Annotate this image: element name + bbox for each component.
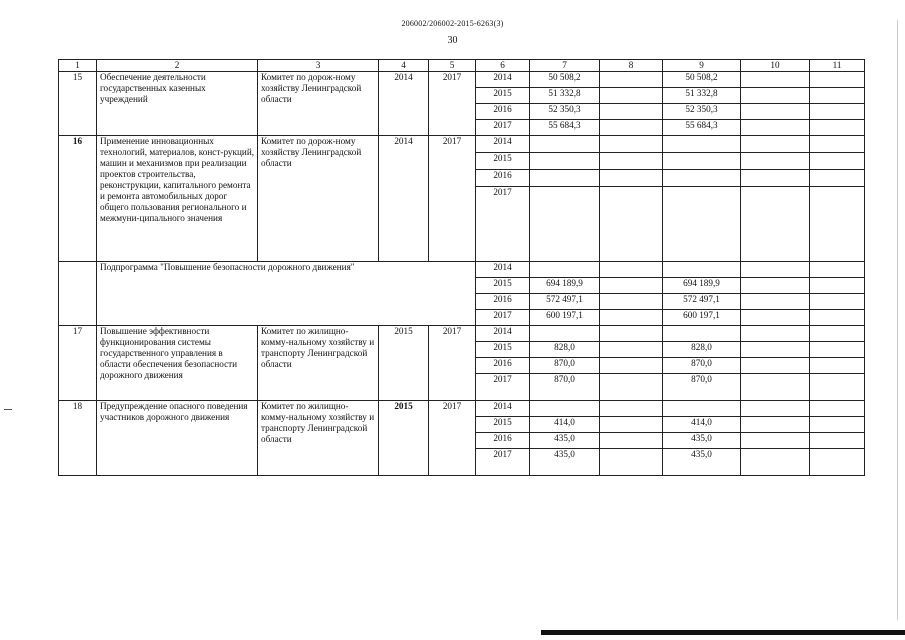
item-number: 18 (59, 401, 97, 476)
empty-cell (810, 262, 865, 278)
empty-cell (600, 278, 663, 294)
empty-cell (810, 374, 865, 401)
amount-total (530, 326, 600, 342)
amount-regional (663, 262, 741, 278)
amount-regional: 870,0 (663, 358, 741, 374)
year-cell: 2016 (476, 170, 530, 187)
amount-total: 694 189,9 (530, 278, 600, 294)
empty-cell (600, 310, 663, 326)
amount-regional: 828,0 (663, 342, 741, 358)
empty-cell (741, 374, 810, 401)
amount-total (530, 187, 600, 262)
empty-cell (600, 401, 663, 417)
subprogram-title: Подпрограмма "Повышение безопасности дорожного движения" (97, 262, 476, 326)
year-cell: 2014 (476, 136, 530, 153)
col-header: 4 (379, 60, 429, 72)
year-cell: 2016 (476, 433, 530, 449)
year-cell: 2016 (476, 294, 530, 310)
empty-cell (600, 358, 663, 374)
empty-cell (810, 153, 865, 170)
amount-total (530, 262, 600, 278)
amount-total (530, 153, 600, 170)
empty-cell (600, 72, 663, 88)
amount-total: 828,0 (530, 342, 600, 358)
year-cell: 2014 (476, 262, 530, 278)
year-cell: 2014 (476, 401, 530, 417)
empty-cell (741, 153, 810, 170)
amount-total (530, 136, 600, 153)
empty-cell (741, 262, 810, 278)
empty-cell (741, 433, 810, 449)
col-header: 11 (810, 60, 865, 72)
empty-cell (600, 170, 663, 187)
empty-cell (741, 310, 810, 326)
empty-cell (810, 170, 865, 187)
empty-cell (741, 120, 810, 136)
amount-regional (663, 326, 741, 342)
empty-cell (600, 136, 663, 153)
empty-cell (741, 187, 810, 262)
empty-cell (600, 294, 663, 310)
empty-cell (741, 294, 810, 310)
empty-cell (810, 433, 865, 449)
empty-cell (810, 342, 865, 358)
item-end-year: 2017 (429, 72, 476, 136)
table-row (59, 72, 865, 88)
empty-cell (810, 120, 865, 136)
item-end-year: 2017 (429, 401, 476, 476)
amount-total: 572 497,1 (530, 294, 600, 310)
year-cell: 2014 (476, 326, 530, 342)
item-executor: Комитет по дорож-ному хозяйству Ленинградской области (258, 136, 379, 262)
col-header: 8 (600, 60, 663, 72)
amount-regional: 572 497,1 (663, 294, 741, 310)
item-start-year: 2015 (379, 401, 429, 476)
amount-regional: 51 332,8 (663, 88, 741, 104)
year-cell: 2015 (476, 88, 530, 104)
amount-regional (663, 170, 741, 187)
amount-total (530, 170, 600, 187)
empty-cell (810, 358, 865, 374)
amount-total: 600 197,1 (530, 310, 600, 326)
table-row (59, 326, 865, 342)
empty-cell (741, 449, 810, 476)
amount-total (530, 401, 600, 417)
item-name: Предупреждение опасного поведения участников дорожного движения (97, 401, 258, 476)
year-cell: 2016 (476, 104, 530, 120)
amount-regional: 414,0 (663, 417, 741, 433)
col-header: 1 (59, 60, 97, 72)
year-cell: 2015 (476, 342, 530, 358)
margin-mark (4, 409, 12, 410)
amount-regional: 694 189,9 (663, 278, 741, 294)
scan-bottom-bar (541, 630, 905, 635)
year-cell: 2015 (476, 278, 530, 294)
year-cell: 2015 (476, 417, 530, 433)
empty-cell (600, 120, 663, 136)
col-header: 6 (476, 60, 530, 72)
empty-cell (810, 136, 865, 153)
empty-cell (741, 72, 810, 88)
empty-cell (600, 153, 663, 170)
document-code: 206002/206002-2015-6263(3) (401, 19, 504, 28)
amount-regional (663, 136, 741, 153)
year-cell: 2017 (476, 310, 530, 326)
col-header: 10 (741, 60, 810, 72)
year-cell: 2015 (476, 153, 530, 170)
item-end-year: 2017 (429, 136, 476, 262)
empty-cell (741, 326, 810, 342)
item-name: Повышение эффективности функционирования системы государственного управления в области обеспечения безопасности дорожного движения (97, 326, 258, 401)
empty-cell (741, 358, 810, 374)
empty-cell (810, 310, 865, 326)
empty-cell (600, 187, 663, 262)
amount-total: 51 332,8 (530, 88, 600, 104)
empty-cell (810, 88, 865, 104)
amount-total: 870,0 (530, 358, 600, 374)
amount-total: 870,0 (530, 374, 600, 401)
empty-cell (59, 262, 97, 326)
column-number-row (59, 60, 865, 72)
col-header: 5 (429, 60, 476, 72)
page-number: 30 (447, 35, 458, 46)
amount-regional: 435,0 (663, 433, 741, 449)
year-cell: 2017 (476, 449, 530, 476)
empty-cell (600, 104, 663, 120)
empty-cell (810, 104, 865, 120)
empty-cell (741, 417, 810, 433)
year-cell: 2017 (476, 187, 530, 262)
empty-cell (810, 417, 865, 433)
amount-regional: 870,0 (663, 374, 741, 401)
table-row (59, 401, 865, 417)
amount-regional: 52 350,3 (663, 104, 741, 120)
empty-cell (600, 449, 663, 476)
item-name: Обеспечение деятельности государственных казенных учреждений (97, 72, 258, 136)
item-number: 15 (59, 72, 97, 136)
empty-cell (600, 342, 663, 358)
empty-cell (600, 374, 663, 401)
amount-regional: 50 508,2 (663, 72, 741, 88)
empty-cell (810, 449, 865, 476)
year-cell: 2017 (476, 120, 530, 136)
budget-table (58, 59, 865, 476)
year-cell: 2016 (476, 358, 530, 374)
empty-cell (741, 104, 810, 120)
item-executor: Комитет по жилищно-комму-нальному хозяйству и транспорту Ленинградской области (258, 401, 379, 476)
empty-cell (741, 88, 810, 104)
amount-total: 435,0 (530, 433, 600, 449)
empty-cell (600, 433, 663, 449)
empty-cell (810, 294, 865, 310)
amount-regional: 435,0 (663, 449, 741, 476)
subprogram-row (59, 262, 865, 278)
item-end-year: 2017 (429, 326, 476, 401)
col-header: 3 (258, 60, 379, 72)
year-cell: 2017 (476, 374, 530, 401)
year-cell: 2014 (476, 72, 530, 88)
empty-cell (600, 417, 663, 433)
empty-cell (741, 136, 810, 153)
empty-cell (810, 401, 865, 417)
item-executor: Комитет по дорож-ному хозяйству Ленинградской области (258, 72, 379, 136)
item-start-year: 2014 (379, 72, 429, 136)
col-header: 7 (530, 60, 600, 72)
item-number: 16 (59, 136, 97, 262)
empty-cell (810, 326, 865, 342)
amount-total: 414,0 (530, 417, 600, 433)
item-start-year: 2015 (379, 326, 429, 401)
page-edge-line (897, 20, 898, 620)
amount-regional (663, 153, 741, 170)
amount-total: 52 350,3 (530, 104, 600, 120)
amount-total: 55 684,3 (530, 120, 600, 136)
empty-cell (741, 342, 810, 358)
empty-cell (741, 401, 810, 417)
empty-cell (810, 187, 865, 262)
col-header: 2 (97, 60, 258, 72)
amount-regional: 600 197,1 (663, 310, 741, 326)
empty-cell (741, 170, 810, 187)
empty-cell (600, 88, 663, 104)
empty-cell (810, 72, 865, 88)
item-number: 17 (59, 326, 97, 401)
empty-cell (600, 326, 663, 342)
amount-regional: 55 684,3 (663, 120, 741, 136)
amount-total: 435,0 (530, 449, 600, 476)
amount-total: 50 508,2 (530, 72, 600, 88)
item-start-year: 2014 (379, 136, 429, 262)
empty-cell (600, 262, 663, 278)
table-row (59, 136, 865, 153)
col-header: 9 (663, 60, 741, 72)
empty-cell (810, 278, 865, 294)
amount-regional (663, 401, 741, 417)
amount-regional (663, 187, 741, 262)
item-name: Применение инновационных технологий, материалов, конст-рукций, машин и механизмов при реализации проектов строительства, реконструкции, капитального ремонта и ремонта автомобильных дорог общего пользования регионального и межмуни-ципального значения (97, 136, 258, 262)
item-executor: Комитет по жилищно-комму-нальному хозяйству и транспорту Ленинградской области (258, 326, 379, 401)
empty-cell (741, 278, 810, 294)
